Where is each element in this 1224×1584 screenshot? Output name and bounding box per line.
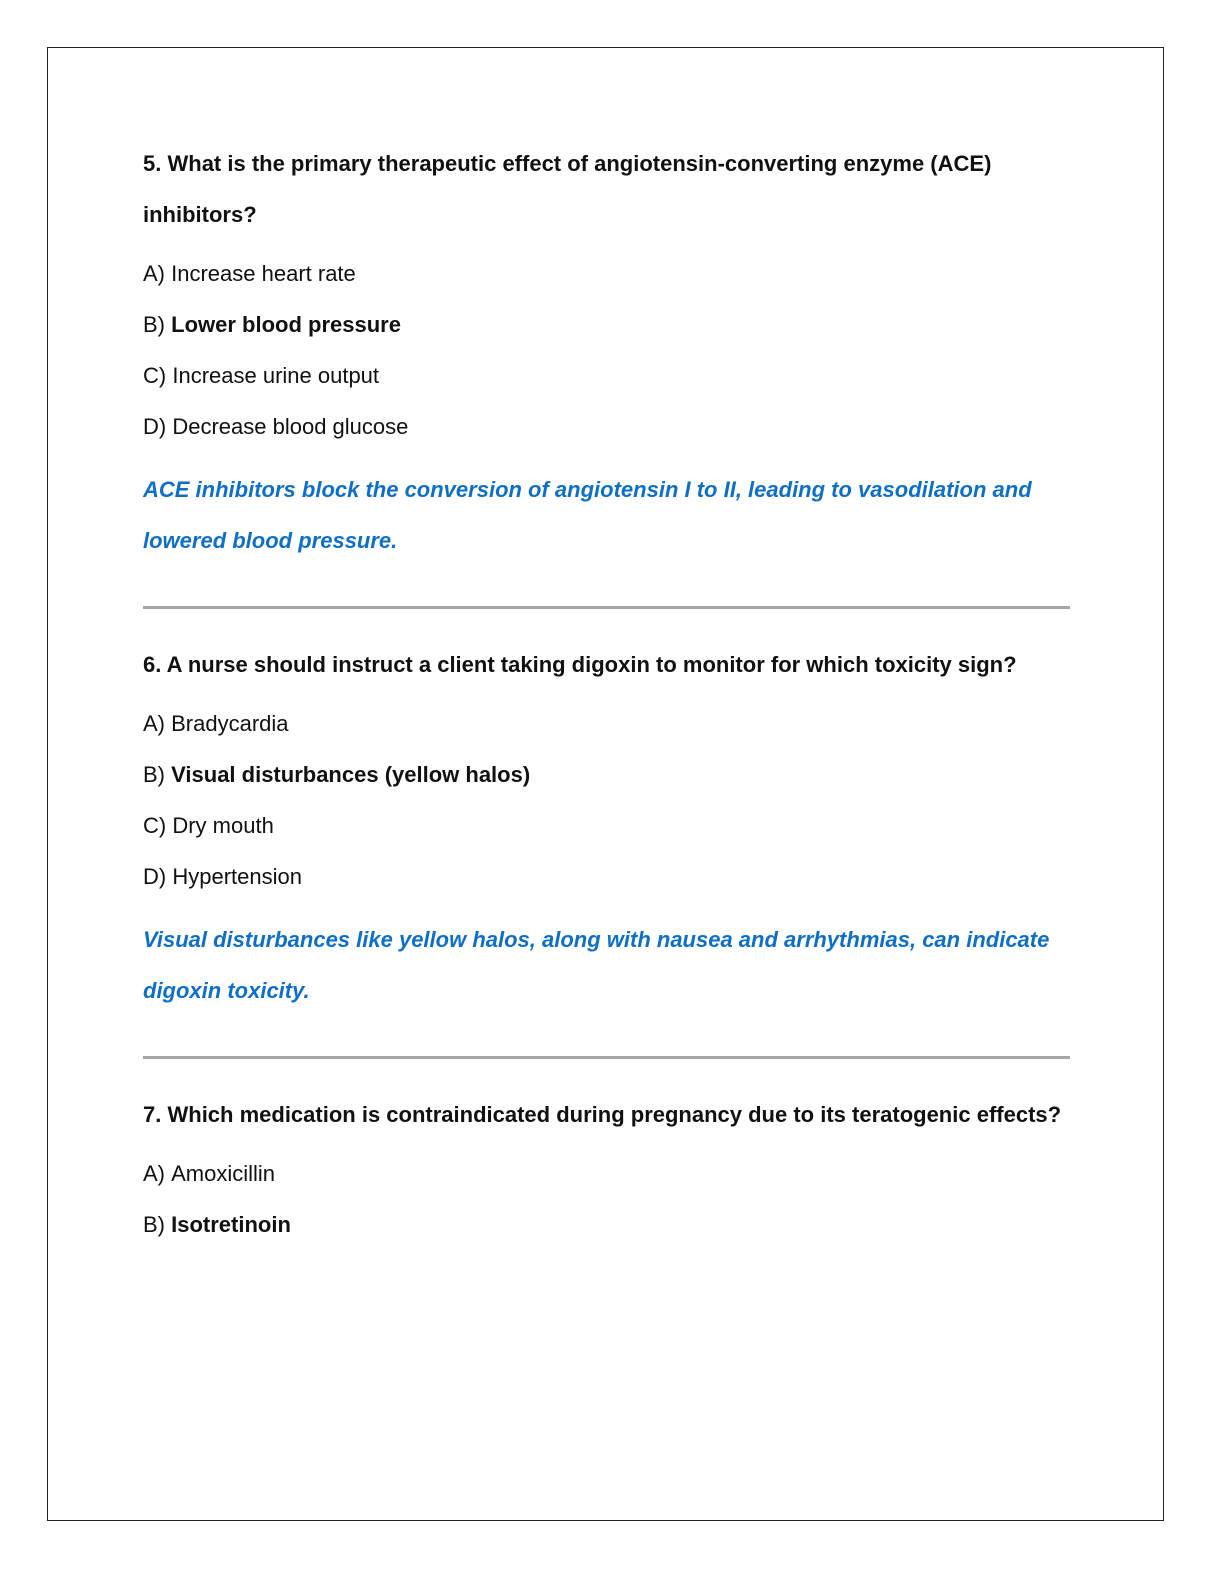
section-divider [143, 1056, 1070, 1059]
question-text: 7. Which medication is contraindicated during pregnancy due to its teratogenic effects? [143, 1102, 1062, 1127]
question-block [143, 639, 1073, 1016]
option-item-correct: B) Isotretinoin [143, 1211, 291, 1237]
question-block [143, 1089, 1073, 1250]
option-list [143, 248, 1073, 452]
option-item-correct: B) Lower blood pressure [143, 311, 401, 337]
explanation-text: Visual disturbances like yellow halos, along with nausea and arrhythmias, can indicate digoxin toxicity. [143, 927, 1050, 1003]
explanation-text: ACE inhibitors block the conversion of angiotensin I to II, leading to vasodilation and lowered blood pressure. [143, 477, 1032, 553]
option-item: D) Hypertension [143, 863, 302, 889]
quiz-content [143, 138, 1073, 1250]
option-list [143, 1148, 1073, 1250]
option-item-correct: B) Visual disturbances (yellow halos) [143, 761, 531, 787]
option-item: A) Increase heart rate [143, 260, 356, 286]
section-divider [143, 606, 1070, 609]
option-list [143, 698, 1073, 902]
question-block [143, 138, 1073, 566]
option-item: C) Increase urine output [143, 362, 380, 388]
question-text: 6. A nurse should instruct a client taking digoxin to monitor for which toxicity sign? [143, 652, 1017, 677]
option-item: C) Dry mouth [143, 812, 274, 838]
option-item: A) Bradycardia [143, 710, 289, 736]
option-item: D) Decrease blood glucose [143, 413, 409, 439]
question-text: 5. What is the primary therapeutic effect of angiotensin-converting enzyme (ACE) inhibitors? [143, 151, 992, 227]
option-item: A) Amoxicillin [143, 1160, 276, 1186]
